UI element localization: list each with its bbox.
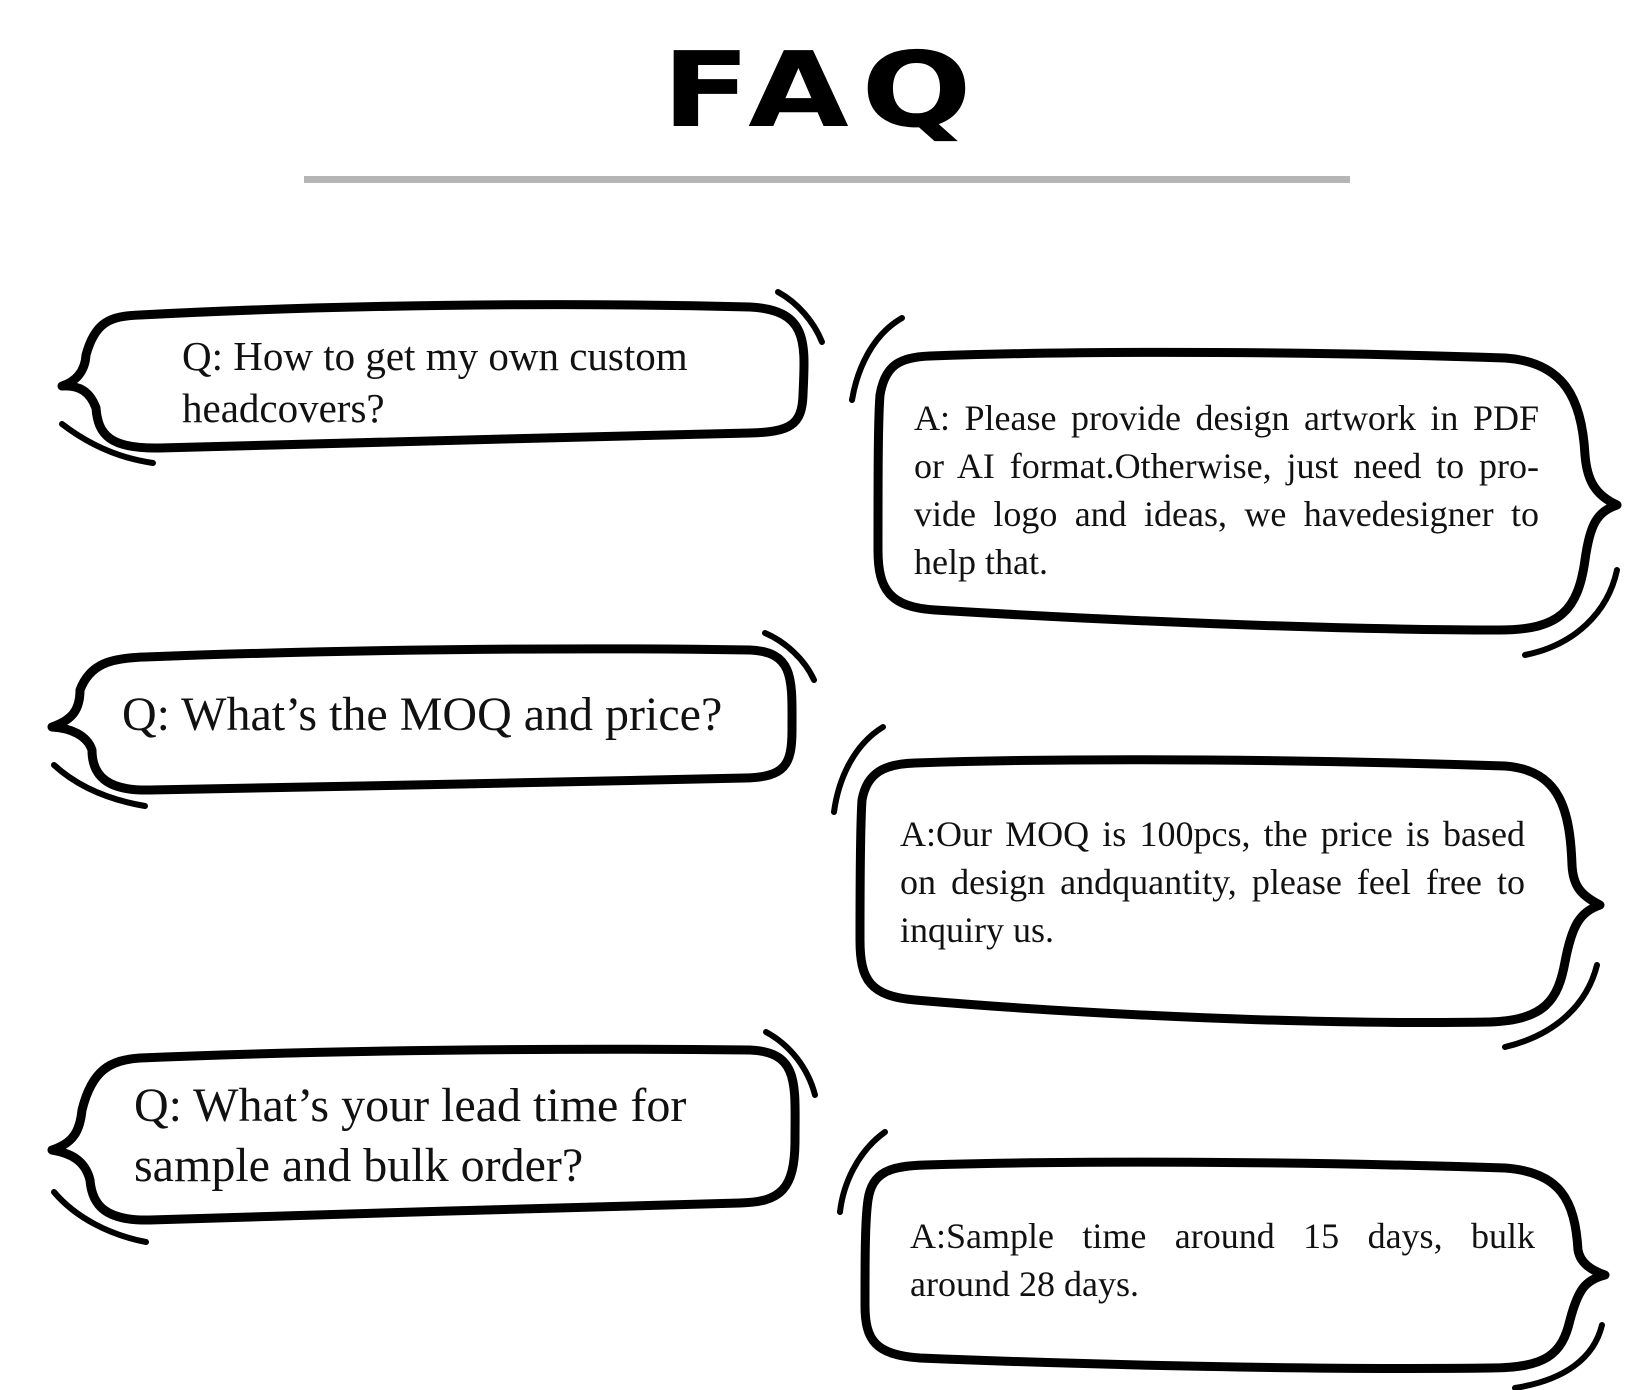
- faq-question-3: Q: What’s your lead time for sample and bulk order?: [134, 1079, 687, 1192]
- page-title: FAQ: [661, 29, 985, 151]
- faq-answer-1: A: Please provide design artwork in PDF or AI format.Otherwise, just need to pro-vide logo and ideas, we havedesigner to help that.: [914, 398, 1539, 582]
- faq-question-2: Q: What’s the MOQ and price?: [122, 688, 723, 741]
- faq-answer-2: A:Our MOQ is 100pcs, the price is based on design andquantity, please feel free to inquiry us.: [900, 814, 1525, 950]
- faq-answer-3: A:Sample time around 15 days, bulk around 28 days.: [910, 1216, 1535, 1304]
- faq-question-1: Q: How to get my own custom headcovers?: [182, 333, 688, 431]
